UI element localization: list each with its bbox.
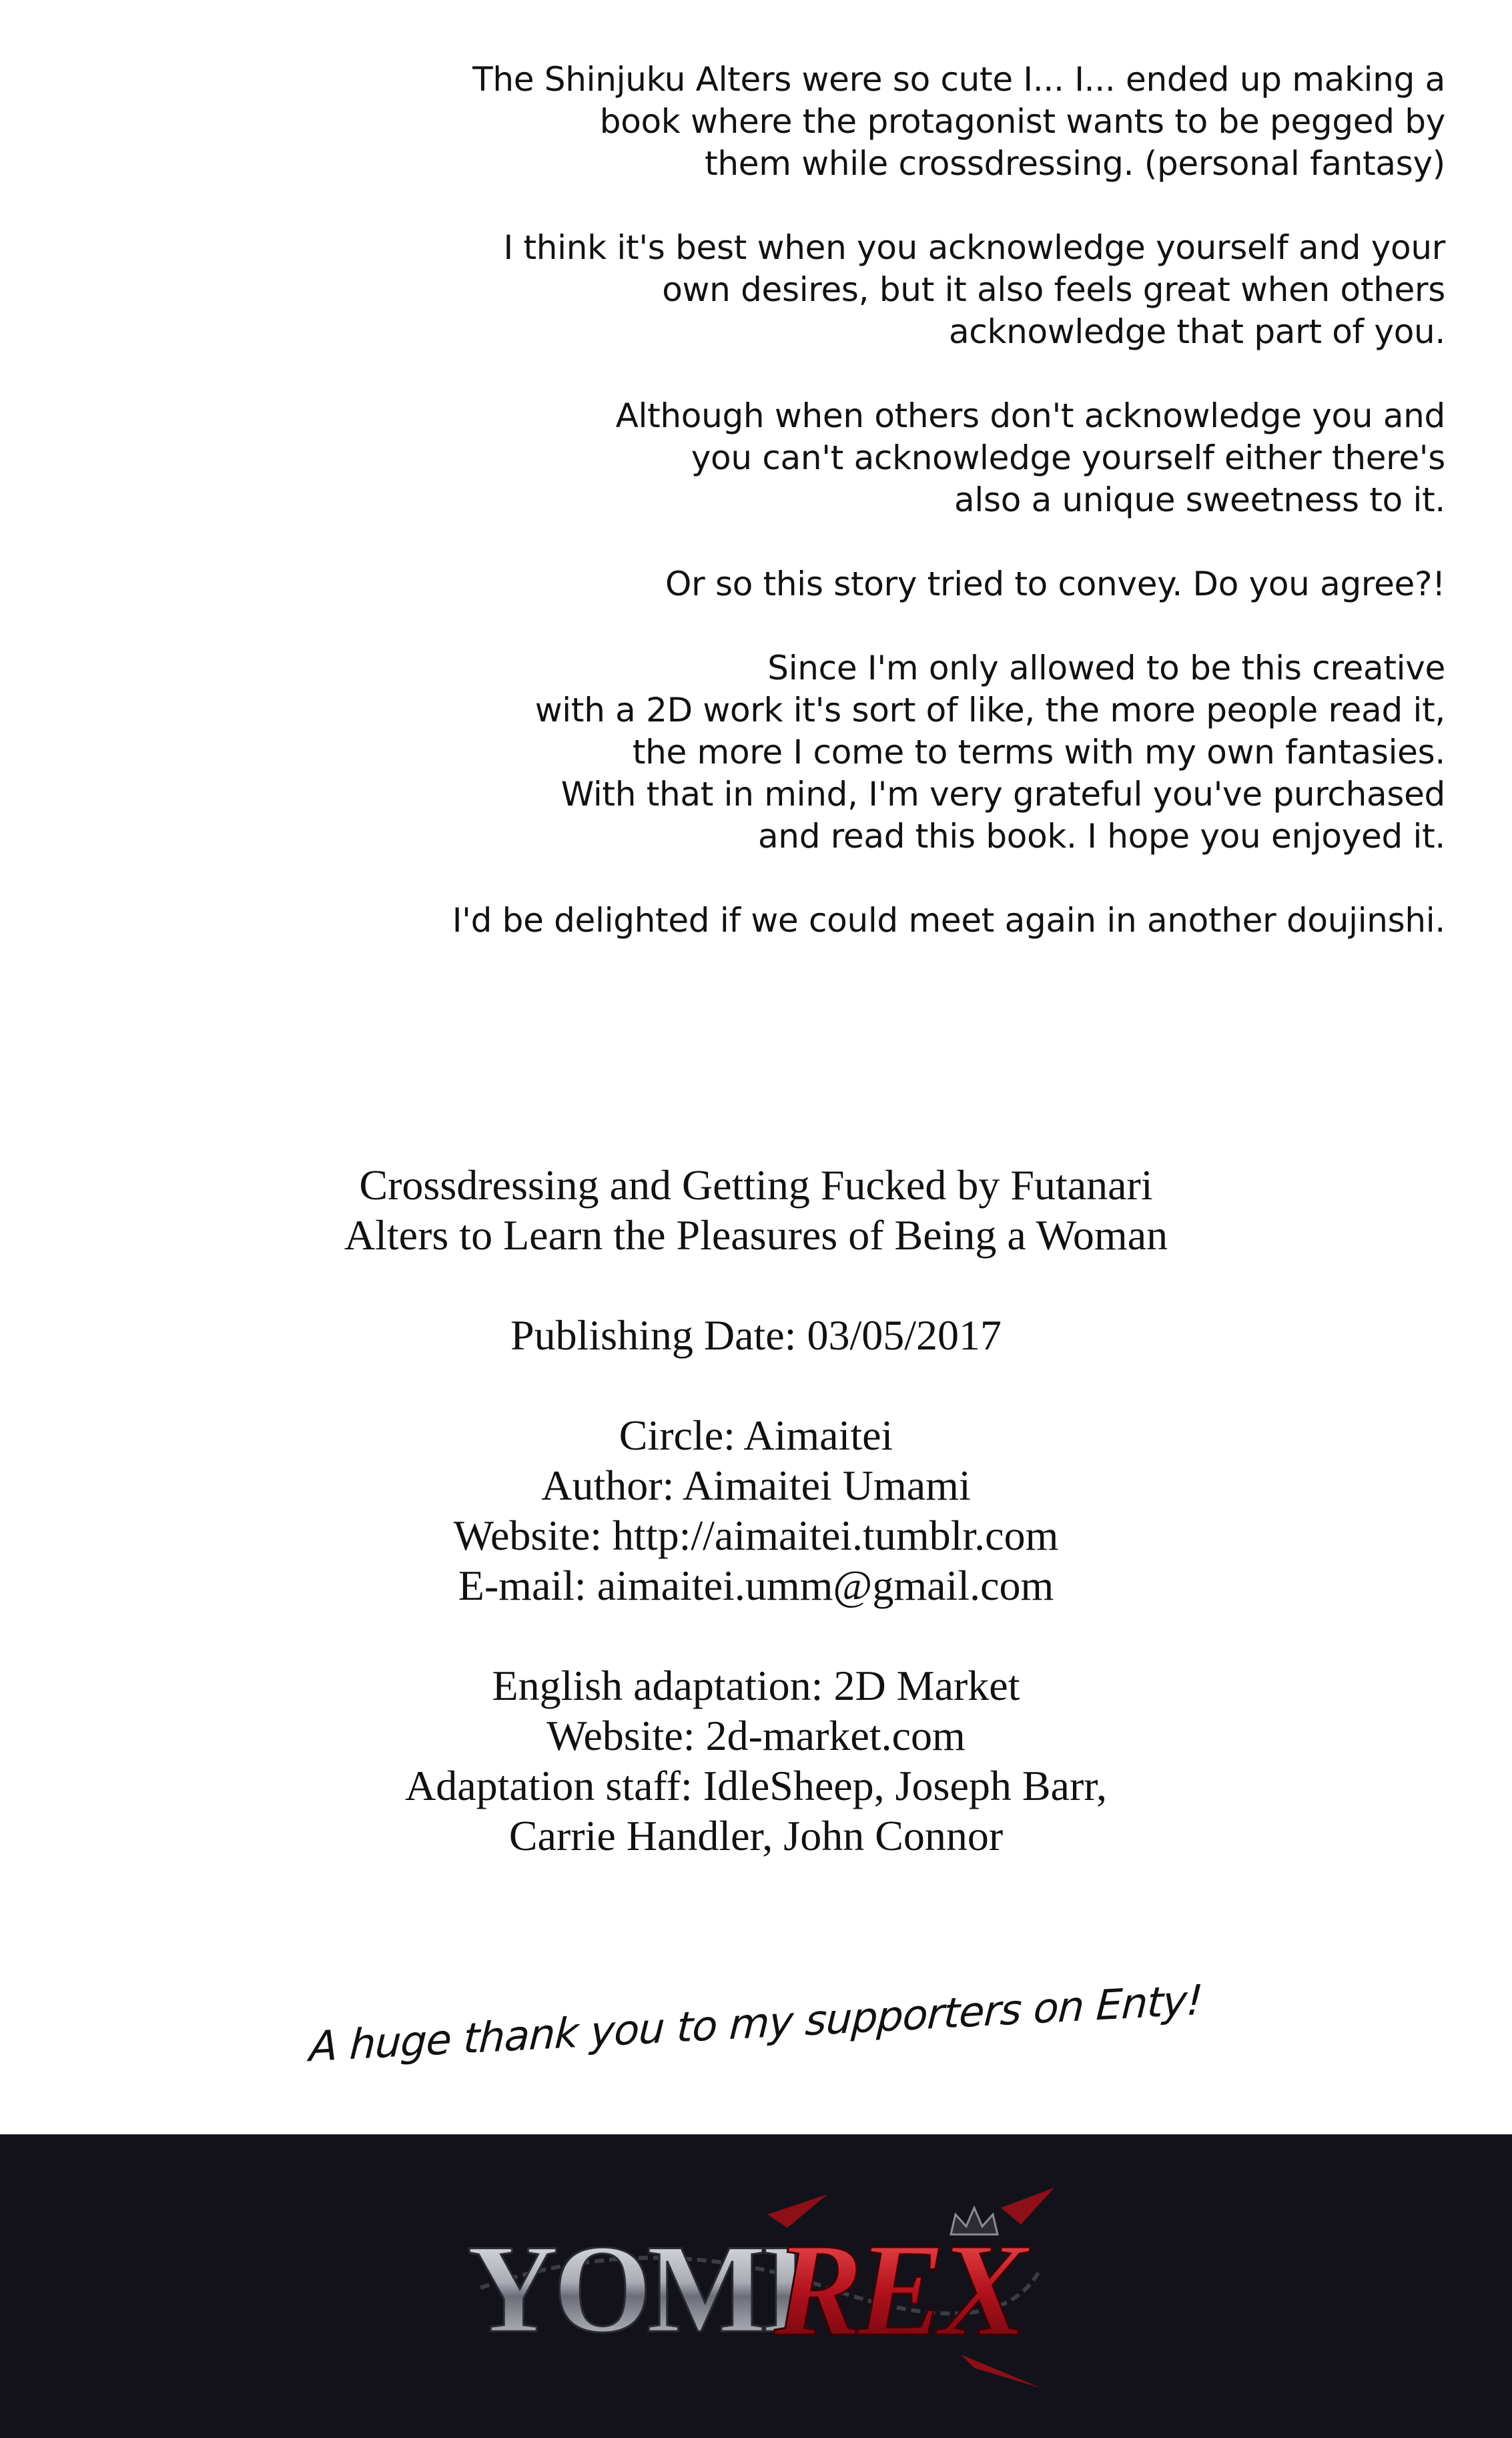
colophon-line: Alters to Learn the Pleasures of Being a Woman: [344, 1211, 1168, 1259]
colophon-line: Adaptation staff: IdleSheep, Joseph Barr,: [405, 1762, 1107, 1809]
colophon-line: Carrie Handler, John Connor: [508, 1812, 1004, 1859]
colophon-adaptation: [0, 1660, 1512, 1861]
colophon-line: Publishing Date: 03/05/2017: [510, 1311, 1002, 1359]
afterword-line: own desires, but it also feels great when others: [662, 270, 1445, 309]
afterword-line: you can't acknowledge yourself either there's: [691, 438, 1445, 477]
afterword-line: Or so this story tried to convey. Do you agree?!: [665, 565, 1445, 603]
supporters-thanks: A huge thank you to my supporters on Enty!: [308, 1975, 1204, 2072]
afterword-paragraph-2: [311, 227, 1445, 353]
yomirex-logo: [454, 2188, 1058, 2388]
colophon-line: Website: 2d-market.com: [546, 1712, 966, 1759]
afterword-line: acknowledge that part of you.: [948, 312, 1445, 351]
afterword-line: them while crossdressing. (personal fantasy): [705, 144, 1445, 183]
afterword-line: and read this book. I hope you enjoyed it.: [757, 817, 1445, 856]
afterword-line: I'd be delighted if we could meet again in another doujinshi.: [452, 901, 1445, 940]
footer-banner: [0, 2134, 1512, 2438]
afterword-text: [311, 59, 1445, 984]
afterword-line: the more I come to terms with my own fantasies.: [632, 733, 1445, 772]
afterword-line: Since I'm only allowed to be this creative: [767, 649, 1445, 687]
colophon-title: [0, 1160, 1512, 1260]
colophon-line: E-mail: aimaitei.umm@gmail.com: [458, 1562, 1054, 1609]
colophon-line: Author: Aimaitei Umami: [541, 1462, 971, 1509]
afterword-line: The Shinjuku Alters were so cute I... I... ended up making a: [472, 60, 1445, 99]
logo-rex: REX: [774, 2216, 1022, 2364]
afterword-paragraph-1: [311, 59, 1445, 185]
afterword-line: With that in mind, I'm very grateful you've purchased: [560, 775, 1445, 814]
afterword-paragraph-6: [311, 900, 1445, 942]
colophon-line: English adaptation: 2D Market: [492, 1662, 1020, 1709]
colophon-publishing-date: [0, 1310, 1512, 1360]
afterword-line: with a 2D work it's sort of like, the more people read it,: [534, 691, 1445, 729]
colophon-line: Circle: Aimaitei: [619, 1412, 893, 1459]
colophon-line: Website: http://aimaitei.tumblr.com: [453, 1512, 1059, 1559]
afterword-line: also a unique sweetness to it.: [954, 481, 1445, 519]
afterword-paragraph-5: [311, 647, 1445, 858]
colophon-line: Crossdressing and Getting Fucked by Futanari: [359, 1161, 1153, 1209]
logo-yomi: YOMI: [467, 2219, 805, 2359]
afterword-paragraph-3: [311, 395, 1445, 521]
afterword-paragraph-4: [311, 563, 1445, 605]
afterword-line: I think it's best when you acknowledge yourself and your: [503, 228, 1445, 267]
afterword-line: book where the protagonist wants to be pegged by: [599, 102, 1445, 141]
colophon-credits: [0, 1410, 1512, 1610]
afterword-line: Although when others don't acknowledge you and: [615, 396, 1445, 435]
colophon: [0, 1160, 1512, 1911]
